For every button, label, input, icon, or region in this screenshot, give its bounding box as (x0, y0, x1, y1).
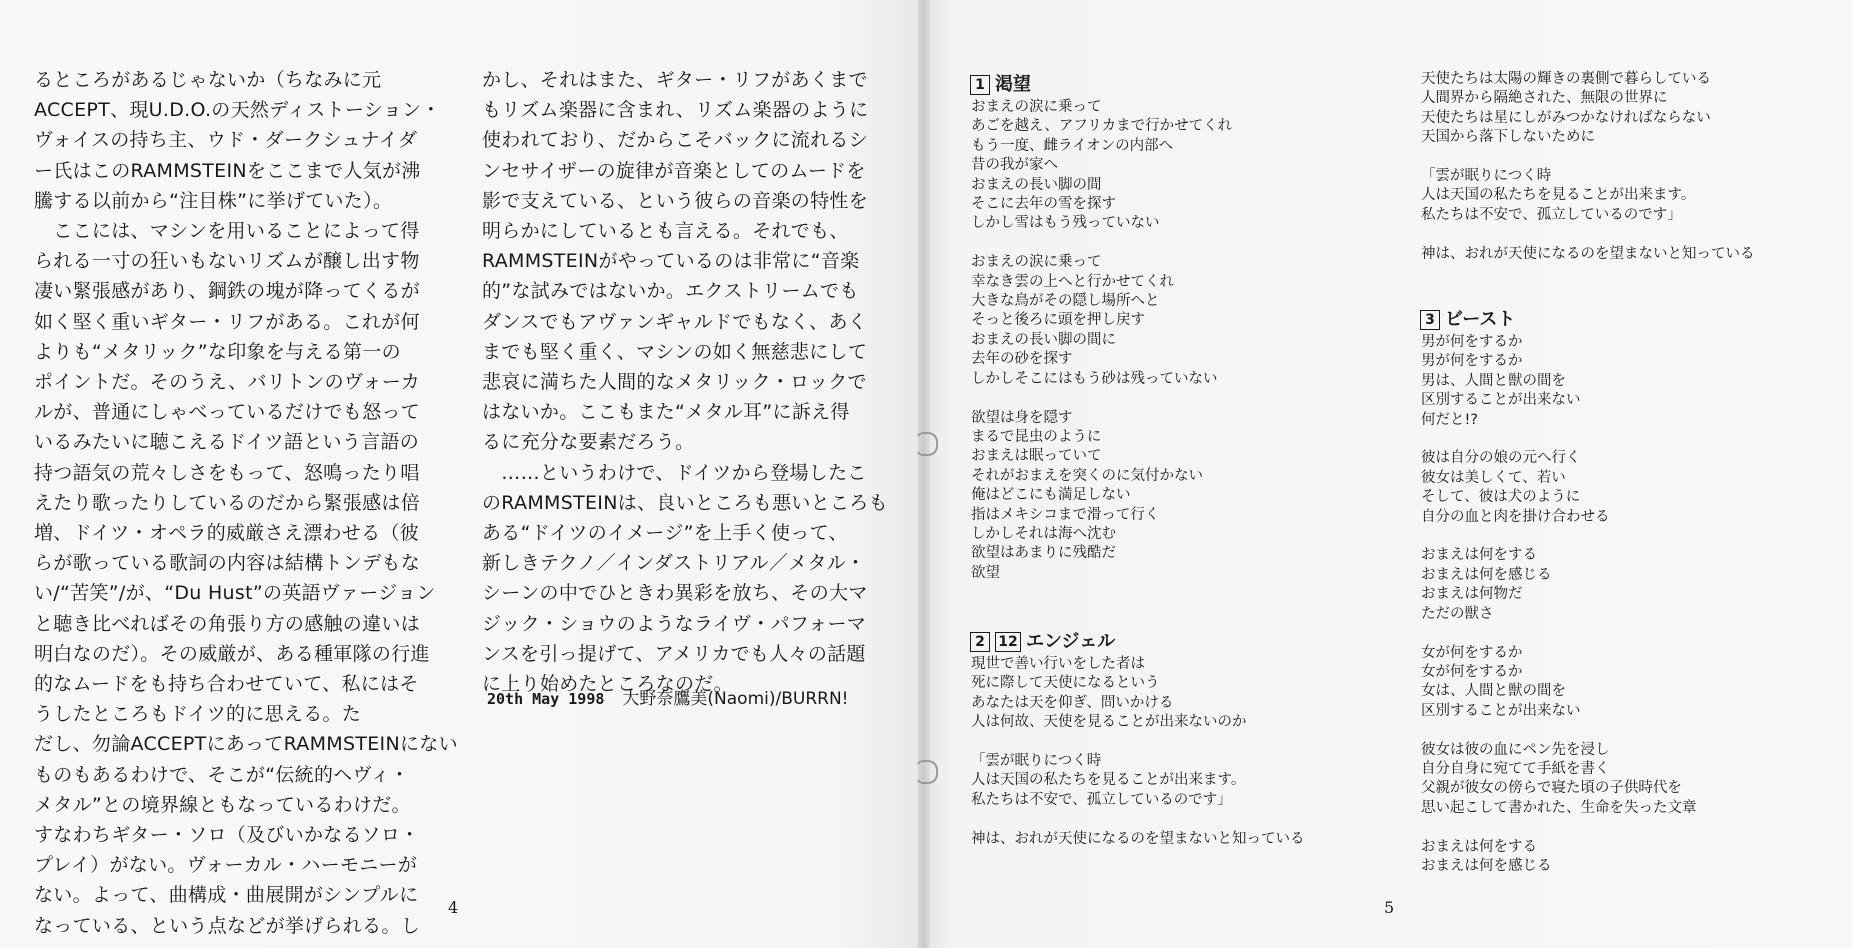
lyric-line: 現世で善い行いをした者は (971, 656, 1145, 672)
lyric-line: 去年の砂を探す (971, 351, 1073, 368)
lyric-line: そして、彼は犬のように (1421, 489, 1581, 506)
lyric-line: 私たちは不安で、孤立しているのです」 (971, 791, 1232, 808)
lyric-line: 区別することが出来ない (1421, 392, 1581, 409)
credit-author: 大野奈鷹美(Naomi)/BURRN! (622, 689, 849, 709)
lyric-line: 自分の血と肉を掛け合わせる (1421, 508, 1610, 525)
essay-line: ジック・ショウのようなライヴ・パフォーマ (482, 612, 867, 635)
lyric-line (1421, 430, 1697, 449)
lyric-line: あなたは天を仰ぎ、問いかける (971, 694, 1174, 711)
lyric-line: 人は天国の私たちを見ることが出来ます。 (971, 772, 1246, 789)
lyric-line: おまえは眠っていて (971, 448, 1102, 465)
lyric-line: 男が何をするか (1421, 334, 1523, 350)
song-title-text: ビースト (1445, 309, 1516, 330)
essay-line: かし、それはまた、ギター・リフがあくまで (482, 69, 868, 91)
lyric-line: 女は、人間と獣の間を (1421, 683, 1566, 700)
essay-line: るところがあるじゃないか（ちなみに元 (34, 69, 382, 91)
essay-line: と聴き比べればその角張り方の感触の違いは (34, 612, 421, 635)
lyric-line: 欲望は身を隠す (971, 409, 1073, 426)
essay-line: ダンスでもアヴァンギャルドでもなく、あく (482, 310, 868, 333)
essay-line: すなわちギター・ソロ（及びいかなるソロ・ (34, 824, 420, 847)
lyric-line: 神は、おれが天使になるのを望まないと知っている (1421, 245, 1755, 262)
lyric-line: 神は、おれが天使になるのを望まないと知っている (971, 830, 1305, 847)
essay-line: ここには、マシンを用いることによって得 (34, 220, 420, 243)
essay-line: シーンの中でひときわ異彩を放ち、その大マ (482, 582, 868, 605)
lyric-line: おまえは何を感じる (1421, 566, 1552, 583)
essay-line: ACCEPT、現U.D.O.の天然ディストーション・ (34, 99, 441, 122)
staple (914, 432, 938, 456)
essay-line: ……というわけで、ドイツから登場したこ (482, 461, 867, 484)
essay-line: 的なムードをも持ち合わせていて、私にはそ (34, 673, 419, 696)
lyric-line (1421, 527, 1697, 546)
essay-line: ポイントだ。そのうえ、バリトンのヴォーカ (34, 371, 421, 394)
essay-line: ルが、普通にしゃべっているだけでも怒って (34, 401, 421, 424)
track-number-box: 12 (995, 632, 1021, 652)
essay-column-1 (34, 65, 458, 941)
essay-line: ある“ドイツのイメージ”を上手く使って、 (482, 522, 848, 545)
lyric-line: 人間界から隔絶された、無限の世界に (1421, 90, 1668, 107)
essay-line: 明白なのだ）。その威厳が、ある種軍隊の行進 (34, 642, 430, 665)
lyric-line (971, 733, 1305, 752)
essay-line: 悲哀に満ちた人間的なメタリック・ロックで (482, 371, 867, 394)
lyric-line (1421, 624, 1697, 643)
lyric-line (971, 810, 1305, 829)
essay-line: 使われており、だからこそバックに流れるシ (482, 129, 869, 152)
staple (914, 760, 938, 784)
lyric-line: 彼女は彼の血にペン先を浸し (1421, 741, 1610, 758)
lyric-line: おまえの長い脚の間に (971, 331, 1116, 348)
song-title-2 (970, 627, 1115, 653)
lyric-line: おまえの涙に乗って (971, 99, 1102, 115)
lyric-line: おまえの長い脚の間 (971, 176, 1102, 193)
lyric-line: 自分自身に宛てて手紙を書く (1421, 760, 1610, 777)
essay-line: えたり歌ったりしているのだから緊張感は倍 (34, 491, 421, 514)
song-title-text: エンジェル (1026, 631, 1116, 652)
lyric-line: 昔の我が家へ (971, 157, 1058, 174)
left-page (0, 0, 924, 948)
essay-line: 凄い緊張感があり、鋼鉄の塊が降ってくるが (34, 280, 421, 303)
page-number-right: 5 (1384, 898, 1395, 917)
essay-line: ー氏はこのRAMMSTEINをここまで人気が沸 (34, 159, 421, 182)
essay-line: もリズム楽器に含まれ、リズム楽器のように (482, 99, 869, 122)
lyric-line (1421, 818, 1697, 837)
essay-line: RAMMSTEINがやっているのは非常に“音楽 (482, 250, 860, 273)
lyric-line: 幸なき雲の上へと行かせてくれ (971, 273, 1174, 290)
lyric-line: 大きな鳥がその隠し場所へと (971, 293, 1160, 310)
lyric-line: しかしそこにはもう砂は残っていない (971, 370, 1218, 387)
lyric-line: 人は何故、天使を見ることが出来ないのか (971, 714, 1247, 731)
lyric-line (1421, 225, 1755, 244)
lyric-line: おまえは何をする (1421, 838, 1537, 855)
track-number-box: 2 (970, 632, 990, 652)
lyric-line: 死に際して天使になるという (971, 675, 1160, 692)
book-spine (918, 0, 930, 948)
credit-date: 20th May 1998 (487, 690, 605, 708)
essay-line: 新しきテクノ／インダストリアル／メタル・ (482, 552, 866, 575)
lyric-line: 天使たちは星にしがみつかなければならない (1421, 109, 1711, 126)
lyric-line: 彼は自分の娘の元へ行く (1421, 450, 1581, 467)
essay-column-2 (482, 65, 888, 699)
lyric-line: 彼女は美しくて、若い (1421, 469, 1566, 486)
song-lyrics-3 (1421, 333, 1697, 876)
lyric-line (1421, 148, 1755, 167)
lyric-line: おまえは何をする (1421, 547, 1537, 564)
lyric-line: そっと後ろに頭を押し戻す (971, 312, 1145, 329)
song-title-1 (970, 70, 1031, 96)
lyric-line: おまえの涙に乗って (971, 254, 1102, 271)
lyric-line: 男は、人間と獣の間を (1421, 372, 1566, 389)
lyric-line: 欲望はあまりに残酷だ (971, 545, 1116, 562)
essay-line: 騰する以前から“注目株”に挙げていた）。 (34, 189, 393, 212)
essay-line: までも堅く重く、マシンの如く無慈悲にして (482, 340, 868, 363)
lyric-line: 欲望 (971, 564, 1000, 581)
essay-line: うしたところもドイツ的に思える。た (34, 703, 362, 726)
lyric-line: 何だと!? (1421, 411, 1479, 428)
lyric-line: 父親が彼女の傍らで寝た頃の子供時代を (1421, 780, 1682, 797)
essay-line: ンセサイザーの旋律が音楽としてのムードを (482, 159, 866, 182)
essay-line: はないか。ここもまた“メタル耳”に訴え得 (482, 401, 850, 424)
lyric-line: 思い起こして書かれた、生命を失った文章 (1421, 799, 1697, 816)
lyric-line: 「雲が眠りにつく時 (971, 753, 1102, 770)
lyric-line: 「雲が眠りにつく時 (1421, 168, 1552, 185)
lyric-line: それがおまえを突くのに気付かない (971, 467, 1203, 484)
essay-line: ない。よって、曲構成・曲展開がシンプルに (34, 884, 419, 907)
lyric-line: そこに去年の雪を探す (971, 196, 1116, 213)
essay-line: い/“苦笑”/が、“Du Hust”の英語ヴァージョン (34, 582, 436, 605)
track-number-box: 1 (970, 75, 990, 95)
lyric-line: しかしそれは海へ沈む (971, 525, 1116, 542)
essay-line: るに充分な要素だろう。 (482, 431, 695, 454)
track-number-box: 3 (1420, 310, 1440, 330)
essay-line: ヴォイスの持ち主、ウド・ダークシュナイダ (34, 129, 418, 152)
page-number-left: 4 (448, 898, 459, 917)
lyric-line: 女が何をするか (1421, 663, 1523, 680)
lyric-line: 天使たちは太陽の輝きの裏側で暮らしている (1421, 71, 1711, 87)
essay-line: だし、勿論ACCEPTにあってRAMMSTEINにない (34, 733, 458, 756)
lyric-line: あごを越え、アフリカまで行かせてくれ (971, 118, 1233, 135)
lyric-line: 指はメキシコまで滑って行く (971, 506, 1160, 523)
essay-line: らが歌っている歌詞の内容は結構トンデもな (34, 552, 421, 575)
essay-line: メタル”との境界線ともなっているわけだ。 (34, 793, 411, 816)
lyric-line: 天国から落下しないために (1421, 129, 1595, 146)
lyric-line (1421, 721, 1697, 740)
essay-credit (487, 684, 848, 709)
lyric-line (971, 234, 1232, 253)
lyric-line: ただの獣さ (1421, 605, 1494, 622)
lyric-line: 区別することが出来ない (1421, 702, 1581, 719)
lyric-line: 男が何をするか (1421, 353, 1523, 370)
essay-line: ンスを引っ提げて、アメリカでも人々の話題 (482, 642, 866, 665)
lyric-line: 俺はどこにも満足しない (971, 487, 1131, 504)
essay-line: のRAMMSTEINは、良いところも悪いところも (482, 491, 888, 514)
song-title-3 (1420, 305, 1515, 331)
song-lyrics-1 (971, 98, 1232, 583)
essay-line: ものもあるわけで、そこが“伝統的ヘヴィ・ (34, 763, 410, 786)
lyric-line: 私たちは不安で、孤立しているのです」 (1421, 206, 1682, 223)
lyric-line: 人は天国の私たちを見ることが出来ます。 (1421, 187, 1696, 204)
essay-line: いるみたいに聴こえるドイツ語という言語の (34, 431, 420, 454)
song-title-text: 渇望 (995, 74, 1031, 95)
essay-line: 如く堅く重いギター・リフがある。これが何 (34, 310, 420, 333)
lyric-line: 女が何をするか (1421, 644, 1523, 661)
essay-line: られる一寸の狂いもないリズムが醸し出す物 (34, 250, 420, 273)
essay-line: 増、ドイツ・オペラ的威厳さえ漂わせる（彼 (34, 522, 420, 545)
lyric-line: おまえは何を感じる (1421, 857, 1552, 874)
lyric-line: おまえは何物だ (1421, 586, 1523, 603)
lyric-line: しかし雪はもう残っていない (971, 215, 1160, 232)
lyric-line: まるで昆虫のように (971, 428, 1102, 445)
essay-line: 持つ語気の荒々しさをもって、怒鳴ったり唱 (34, 461, 420, 484)
essay-line: 明らかにしているとも言える。それでも、 (482, 220, 849, 243)
lyric-line: もう一度、雌ライオンの内部へ (971, 137, 1174, 154)
song-lyrics-2 (971, 655, 1305, 849)
essay-line: 的”な試みではないか。エクストリームでも (482, 280, 859, 303)
essay-line: に上り始めたところなのだ。 (482, 673, 733, 696)
lyric-line (971, 389, 1232, 408)
essay-line: 影で支えている、という彼らの音楽の特性を (482, 189, 869, 212)
essay-line: よりも“メタリック”な印象を与える第一の (34, 340, 401, 363)
essay-line: なっている、という点などが挙げられる。し (34, 914, 421, 937)
song-lyrics-2-continued (1421, 70, 1755, 264)
essay-line: プレイ）がない。ヴォーカル・ハーモニーが (34, 854, 418, 877)
